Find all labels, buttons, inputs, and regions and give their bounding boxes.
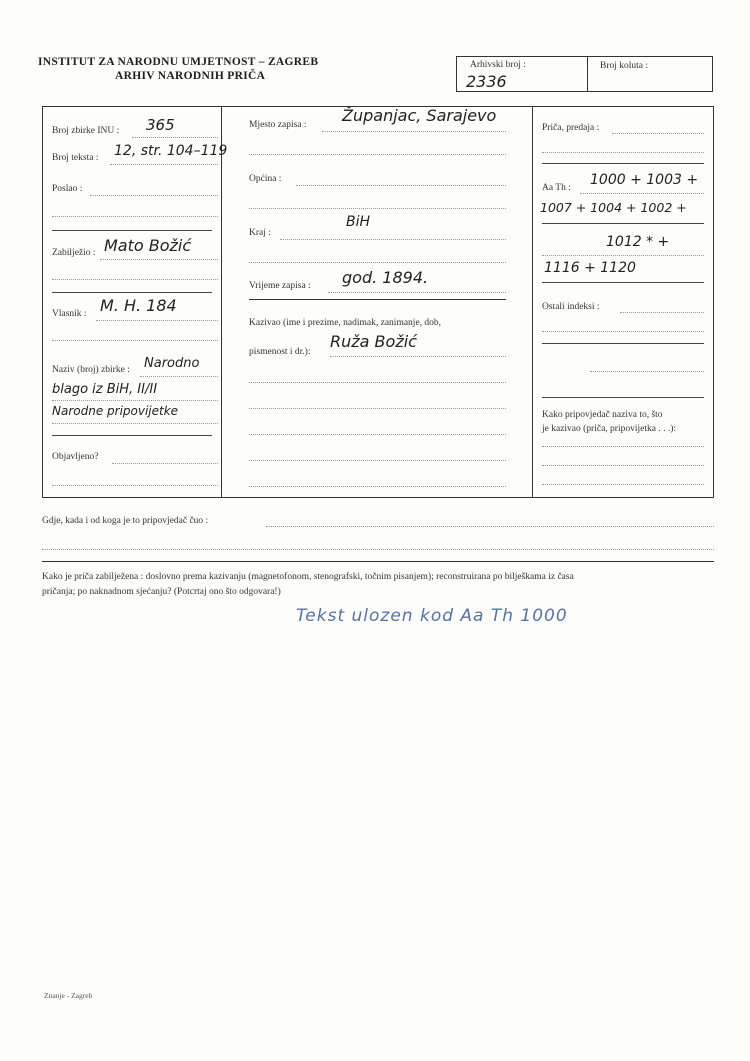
broj-teksta-label: Broj teksta : — [52, 153, 99, 163]
zabiljezio-value: Mato Božić — [104, 236, 192, 255]
kazivao-label-2: pismenost i dr.): — [249, 347, 311, 357]
broj-teksta-value: 12, str. 104–119 — [114, 143, 228, 159]
broj-koluta-label: Broj koluta : — [600, 61, 649, 71]
zabiljezio-label: Zabilježio : — [52, 248, 96, 258]
handwritten-note: Tekst ulozen kod Aa Th 1000 — [296, 606, 568, 626]
naziv-value-2: blago iz BiH, II/II — [52, 382, 158, 397]
prica-label: Priča, predaja : — [542, 123, 600, 133]
kako-label-1: Kako pripovjedač naziva to, što — [542, 410, 663, 420]
right-divider — [532, 106, 533, 498]
gdje-label: Gdje, kada i od koga je to pripovjedač čuo : — [42, 516, 209, 526]
kraj-value: BiH — [346, 214, 371, 230]
aath-value-3: 1012 * + — [606, 234, 670, 250]
opcina-label: Općina : — [249, 174, 282, 184]
aath-value-1: 1000 + 1003 + — [590, 172, 699, 188]
mjesto-value: Županjac, Sarajevo — [342, 106, 497, 125]
naziv-value-1: Narodno — [144, 356, 200, 371]
arhivski-broj-label: Arhivski broj : — [470, 60, 526, 70]
vrijeme-value: god. 1894. — [342, 268, 429, 287]
archive-title: ARHIV NARODNIH PRIČA — [115, 70, 266, 82]
aath-label: Aa Th : — [542, 183, 571, 193]
kako-label-2: je kazivao (priča, pripovijetka . . .): — [542, 424, 677, 434]
broj-zbirke-value: 365 — [146, 116, 175, 134]
vrijeme-label: Vrijeme zapisa : — [249, 281, 311, 291]
kako-paragraph-line-2: pričanja; po naknadnom sjećanju? (Potcrtaj ono što odgovara!) — [42, 587, 281, 597]
aath-value-2: 1007 + 1004 + 1002 + — [540, 200, 687, 215]
kako-paragraph-line-1: Kako je priča zabilježena : doslovno prema kazivanju (magnetofonom, stenografski, točnim pisanjem); reconstruirana po bilješkama iz časa — [42, 572, 574, 582]
objavljeno-label: Objavljeno? — [52, 452, 99, 462]
broj-zbirke-label: Broj zbirke INU : — [52, 126, 120, 136]
mjesto-label: Mjesto zapisa : — [249, 120, 307, 130]
aath-value-4: 1116 + 1120 — [544, 260, 636, 276]
vlasnik-value: M. H. 184 — [100, 296, 177, 315]
left-divider — [221, 106, 222, 498]
publisher-footer: Znanje - Zagreb — [44, 991, 93, 1000]
naziv-value-3: Narodne pripovijetke — [52, 404, 179, 418]
ostali-label: Ostali indeksi : — [542, 302, 600, 312]
naziv-label: Naziv (broj) zbirke : — [52, 365, 130, 375]
archive-box-divider — [587, 56, 588, 92]
kraj-label: Kraj : — [249, 228, 271, 238]
institute-title: INSTITUT ZA NARODNU UMJETNOST – ZAGREB — [38, 56, 319, 68]
poslao-label: Poslao : — [52, 184, 83, 194]
vlasnik-label: Vlasnik : — [52, 309, 87, 319]
arhivski-broj-value: 2336 — [466, 72, 507, 91]
kazivao-label-1: Kazivao (ime i prezime, nadimak, zanimanje, dob, — [249, 318, 442, 328]
kazivao-value: Ruža Božić — [330, 332, 417, 351]
